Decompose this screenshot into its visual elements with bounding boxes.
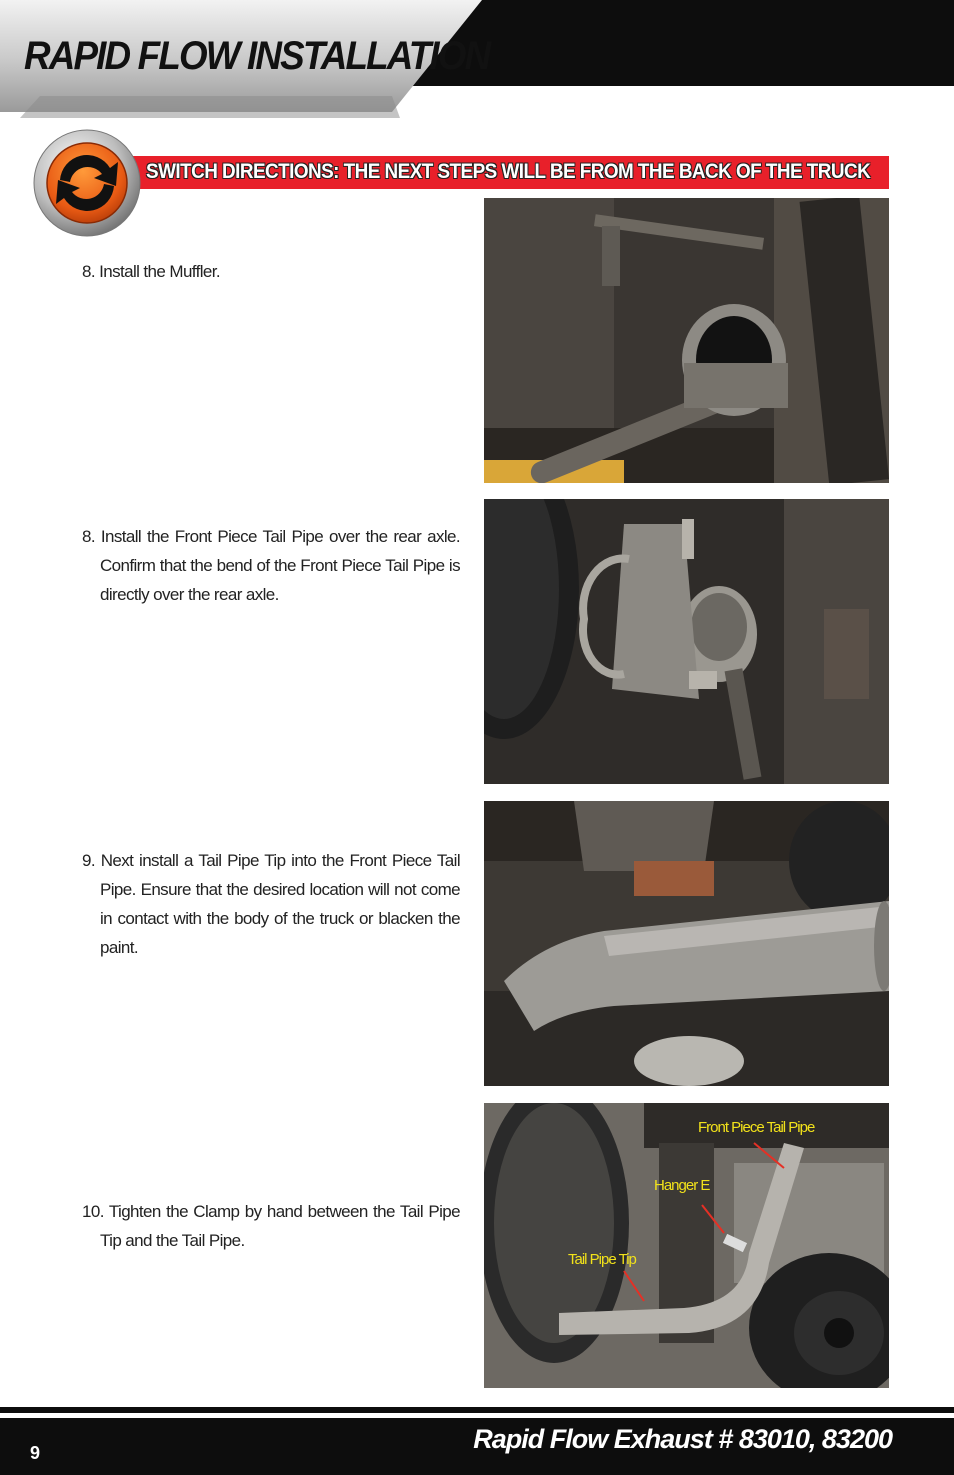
- step-text: 9. Next install a Tail Pipe Tip into the Front Piece Tail Pipe. Ensure that the desired location will not come in contact with the body of the truck or blacken the paint.: [82, 851, 460, 957]
- footer-rule: [0, 1407, 954, 1413]
- switch-directions-banner: [132, 156, 889, 189]
- step-text: 10. Tighten the Clamp by hand between the Tail Pipe Tip and the Tail Pipe.: [82, 1202, 460, 1250]
- step-front-piece-tail-pipe: [82, 522, 460, 609]
- banner-text: SWITCH DIRECTIONS: THE NEXT STEPS WILL BE FROM THE BACK OF THE TRUCK: [146, 160, 871, 183]
- direction-switch-icon: [32, 128, 142, 238]
- photo-muffler-install: [484, 198, 889, 483]
- page-number: 9: [30, 1443, 41, 1463]
- callout-front-piece-tail-pipe: Front Piece Tail Pipe: [698, 1119, 815, 1136]
- step-install-muffler: [82, 257, 460, 286]
- page-title: RAPID FLOW INSTALLATION: [24, 34, 490, 78]
- callout-hanger-e: Hanger E: [654, 1177, 710, 1194]
- photo-tail-pipe-tip: [484, 801, 889, 1086]
- step-text: 8. Install the Muffler.: [82, 262, 221, 281]
- photo-front-piece-tail-pipe: [484, 499, 889, 784]
- photo-tighten-clamp: [484, 1103, 889, 1388]
- footer-product-text: Rapid Flow Exhaust # 83010, 83200: [473, 1424, 892, 1454]
- step-text: 8. Install the Front Piece Tail Pipe over the rear axle. Confirm that the bend of the Front Piece Tail Pipe is directly over the rear axle.: [82, 527, 460, 604]
- callout-tail-pipe-tip: Tail Pipe Tip: [568, 1251, 636, 1268]
- step-install-tail-pipe-tip: [82, 846, 460, 962]
- step-tighten-clamp: [82, 1197, 460, 1255]
